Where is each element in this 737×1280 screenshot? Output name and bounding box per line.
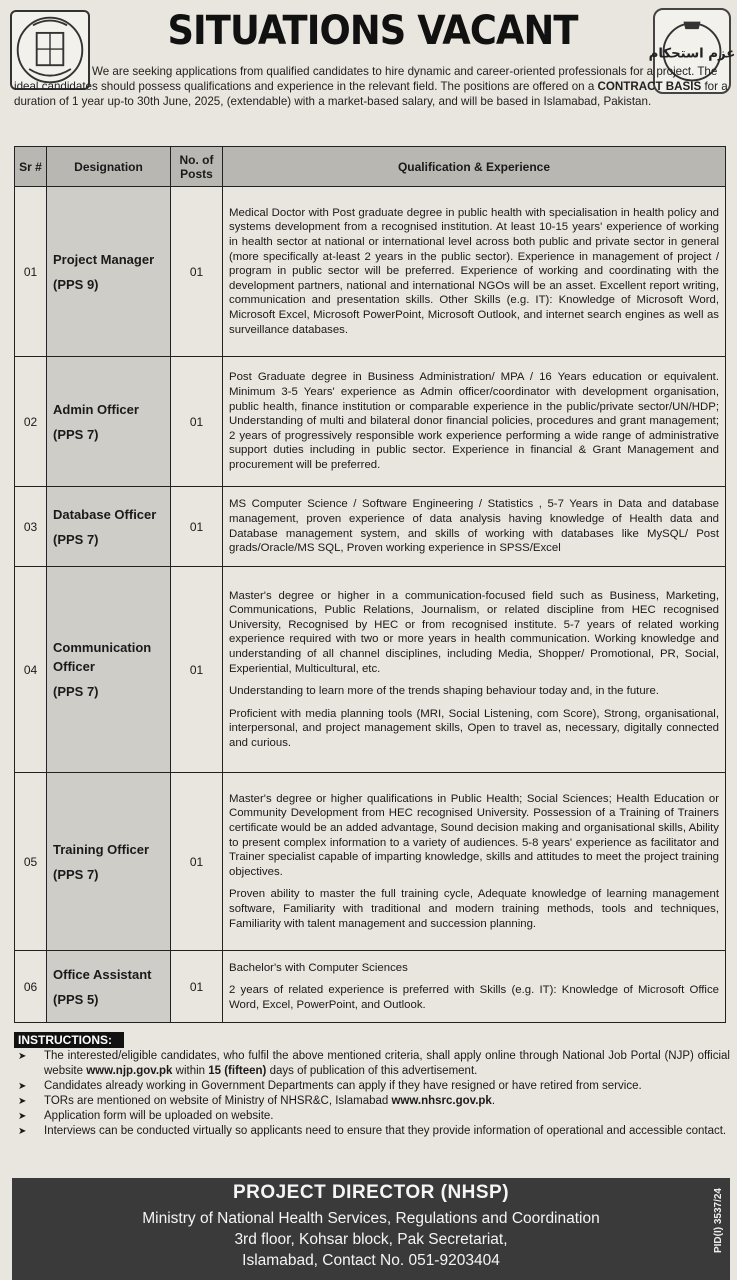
row-posts: 01: [171, 951, 223, 1023]
instruction-item: [18, 1124, 730, 1139]
row-sr: 03: [15, 487, 47, 567]
row-qualification: [223, 357, 726, 487]
footer: [12, 1178, 730, 1280]
qualification-paragraph: Master's degree or higher qualifications in Public Health; Social Sciences; Health Education or Community Development from HEC recognised University. Possession of a Training of Trainers certificate would be an added advantage, Sound decision making and organisational skills, Ability to present complex information to a variety of audiences. 5-8 years' experience as facilitator and Trainer specialist capable of imparting knowledge, skills and attitudes to meet the project training objectives.: [229, 792, 719, 878]
row-posts: 01: [171, 487, 223, 567]
designation-name: Office Assistant: [53, 966, 152, 982]
footer-address: 3rd floor, Kohsar block, Pak Secretariat,: [234, 1231, 508, 1248]
row-qualification: [223, 951, 726, 1023]
instruction-item: [18, 1079, 730, 1094]
instruction-text-post: days of publication of this advertisement.: [266, 1065, 478, 1077]
qualification-paragraph: Medical Doctor with Post graduate degree in public health with specialisation in health policy and systems development from a recognised institution. At least 10-15 years' experience of working in health sector at national or international level across both public and private sector in general (more specifically at-least 2 years in the public sector). Experience in management of project / program in public sector will be preferred. Experience of working and coordinating with the development partners, national and international NGOs will be an asset. Excellent report writing, communication and presentation skills. Other Skills (e.g. IT): Knowledge of Microsoft Word, Microsoft Excel, Microsoft PowerPoint, Microsoft Outlook, and internet search engines as well as surveillance databases.: [229, 206, 719, 336]
footer-ministry: Ministry of National Health Services, Regulations and Coordination: [142, 1210, 600, 1227]
header-sr: Sr #: [15, 147, 47, 187]
row-sr: 06: [15, 951, 47, 1023]
instruction-text-mid: .: [491, 1095, 496, 1107]
designation-name: Admin Officer: [53, 401, 139, 417]
instruction-text-bold1: www.njp.gov.pk: [86, 1065, 173, 1077]
designation-grade: (PPS 7): [53, 684, 99, 699]
row-designation: [47, 487, 171, 567]
row-designation: [47, 567, 171, 773]
designation-grade: (PPS 7): [53, 426, 99, 442]
designation-name: Project Manager: [53, 251, 155, 267]
footer-contact: Islamabad, Contact No. 051-9203404: [242, 1252, 500, 1269]
qualification-paragraph: Bachelor's with Computer Sciences: [229, 961, 408, 974]
row-posts: 01: [171, 357, 223, 487]
qualification-paragraph: MS Computer Science / Software Engineering / Statistics , 5-7 Years in Data and database management, proven experience of data analysis having knowledge of Health data and Database management system, and skills of working with databases like MySQL/ Post grads/Oracle/MS SQL, Proven working experience in SPSS/Excel: [229, 498, 719, 555]
designation-name: Database Officer: [53, 506, 157, 522]
footer-heading: PROJECT DIRECTOR (NHSP): [232, 1182, 510, 1203]
table-row: [15, 951, 726, 1023]
table-row: [15, 357, 726, 487]
table-row: [15, 487, 726, 567]
intro-contract-basis: CONTRACT BASIS: [597, 80, 702, 93]
row-sr: 01: [15, 187, 47, 357]
instruction-item: [18, 1049, 730, 1079]
instructions-label: INSTRUCTIONS:: [14, 1032, 124, 1048]
row-designation: [47, 951, 171, 1023]
row-sr: 02: [15, 357, 47, 487]
row-posts: 01: [171, 187, 223, 357]
header: [0, 0, 737, 140]
table-row: [15, 567, 726, 773]
instruction-item: [18, 1094, 730, 1109]
designation-grade: (PPS 7): [53, 531, 99, 547]
instruction-item: [18, 1109, 730, 1124]
row-sr: 05: [15, 773, 47, 951]
header-posts: No. of Posts: [171, 147, 223, 187]
instructions-list: [18, 1049, 730, 1139]
instruction-text-pre: Interviews can be conducted virtually so applicants need to ensure that they provide information of operational and accessible contact.: [44, 1125, 727, 1137]
instruction-text-bold2: 15 (fifteen): [208, 1065, 267, 1077]
row-designation: [47, 357, 171, 487]
intro-text-1: We are seeking applications from qualified candidates to hire dynamic and career-oriented professionals for a project. The ideal candidates should possess qualifications and experience in the relevant field. The positions are offered on a: [14, 65, 718, 93]
row-posts: 01: [171, 773, 223, 951]
designation-name: Training Officer: [53, 841, 150, 857]
row-designation: [47, 773, 171, 951]
row-qualification: [223, 773, 726, 951]
table-row: [15, 187, 726, 357]
row-qualification: [223, 487, 726, 567]
header-designation: Designation: [47, 147, 171, 187]
logo-text: عزم استحکام: [648, 46, 736, 62]
qualification-paragraph: 2 years of related experience is preferred with Skills (e.g. IT): Knowledge of Microsoft Office Word, Excel, PowerPoint, and Outlook.: [229, 984, 719, 1011]
qualification-paragraph: Understanding to learn more of the trends shaping behaviour today and, in the future.: [229, 685, 659, 698]
intro-paragraph: [14, 64, 732, 109]
row-designation: [47, 187, 171, 357]
row-qualification: [223, 567, 726, 773]
instruction-text-pre: Application form will be uploaded on website.: [44, 1110, 274, 1122]
qualification-paragraph: Post Graduate degree in Business Administration/ MPA / 16 Years education or equivalent. Minimum 3-5 Years' experience as Admin officer/coordinator with development organisation, public health, finance institution or comparable experience in the public/private sector/UN/HDP; Understanding of multi and bilateral donor financial policies, procedures and grant management; 2 years of progressively responsible work experience performing a wide range of administrative support duties including in public sector. Experience in financial & Grant Management and procurement will be preferred.: [229, 371, 719, 471]
header-qualification: Qualification & Experience: [223, 147, 726, 187]
table-row: [15, 773, 726, 951]
designation-grade: (PPS 9): [53, 276, 99, 292]
qualification-paragraph: Master's degree or higher in a communication-focused field such as Business, Marketing, Communications, Public Relations, Journalism, or related discipline from HEC recognised University, Recognised by HEC or from recognised institute. 5-7 years of related working experience required with two or more years in health communication. Working knowledge and understanding of all channel disciplines, including Media, Shopper/ Promotional, PR, Social, Experiential, Multicultural, etc.: [229, 589, 719, 675]
instruction-text-pre: Candidates already working in Government Departments can apply if they have resigned or have retired from service.: [44, 1080, 642, 1092]
row-qualification: [223, 187, 726, 357]
pid-number: PID(I) 3537/24: [713, 1188, 724, 1254]
page-title: SITUATIONS VACANT: [167, 8, 578, 54]
intro-text-2: for a duration of 1 year up-to 30th June, 2025, (extendable) with a market-based salary, and will be based in Islamabad, Pakistan.: [14, 80, 728, 108]
designation-name: Communication Officer: [53, 640, 152, 674]
positions-table: [14, 146, 726, 1023]
table-header-row: [15, 147, 726, 187]
instruction-text-pre: The interested/eligible candidates, who fulfil the above mentioned criteria, shall apply online through National Job Portal (NJP) official website: [44, 1050, 730, 1077]
designation-grade: (PPS 7): [53, 866, 99, 882]
row-sr: 04: [15, 567, 47, 773]
instruction-text-bold1: www.nhsrc.gov.pk: [391, 1095, 492, 1107]
instruction-text-pre: TORs are mentioned on website of Ministry of NHSR&C, Islamabad: [44, 1095, 392, 1107]
qualification-paragraph: Proven ability to master the full training cycle, Adequate knowledge of learning management software, Familiarity with traditional and modern training methods, tools and techniques, Familiarity with talent management and succession planning.: [229, 888, 719, 930]
row-posts: 01: [171, 567, 223, 773]
qualification-paragraph: Proficient with media planning tools (MRI, Social Listening, com Score), Strong, organisational, interpersonal, and project management skills, Open to travel as, necessary, digitally connected and curious.: [229, 707, 719, 749]
instruction-text-mid: within: [172, 1065, 209, 1077]
designation-grade: (PPS 5): [53, 991, 99, 1007]
